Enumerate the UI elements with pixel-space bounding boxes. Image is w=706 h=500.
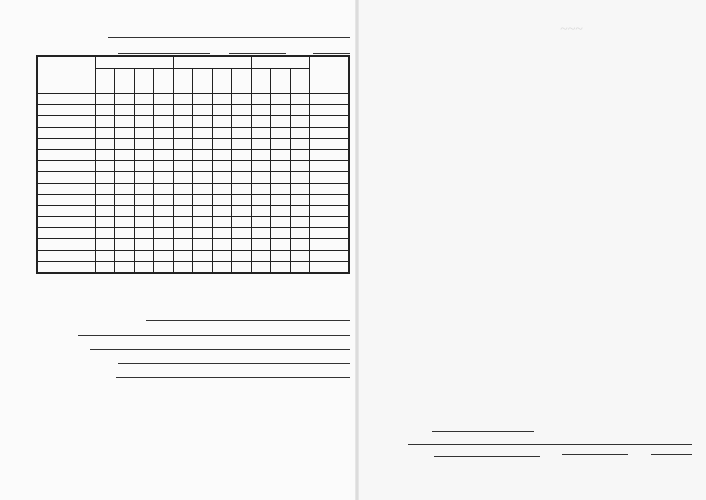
mark-cell[interactable] <box>271 261 290 273</box>
mark-cell[interactable] <box>271 161 290 172</box>
mark-cell[interactable] <box>309 217 349 228</box>
mark-cell[interactable] <box>153 127 173 138</box>
mark-cell[interactable] <box>309 205 349 216</box>
mark-cell[interactable] <box>271 183 290 194</box>
mark-cell[interactable] <box>134 217 153 228</box>
mark-cell[interactable] <box>309 105 349 116</box>
mark-cell[interactable] <box>212 149 231 160</box>
mark-cell[interactable] <box>290 250 309 261</box>
test-column-header <box>115 69 134 94</box>
mark-cell[interactable] <box>309 172 349 183</box>
subject-name <box>37 217 96 228</box>
mark-cell[interactable] <box>153 183 173 194</box>
subject-name <box>37 94 96 105</box>
table-row <box>37 94 349 105</box>
table-row <box>37 116 349 127</box>
mark-cell[interactable] <box>212 161 231 172</box>
mark-cell[interactable] <box>252 138 271 149</box>
subject-name <box>37 239 96 250</box>
faint-handwriting: ~~~ <box>560 22 583 37</box>
table-row <box>37 172 349 183</box>
mark-cell[interactable] <box>231 183 251 194</box>
mark-cell[interactable] <box>309 228 349 239</box>
mark-cell[interactable] <box>290 239 309 250</box>
test-column-header <box>193 69 212 94</box>
mark-cell[interactable] <box>271 138 290 149</box>
mark-cell[interactable] <box>252 205 271 216</box>
table-row <box>37 127 349 138</box>
mark-cell[interactable] <box>174 116 193 127</box>
mark-cell[interactable] <box>193 172 212 183</box>
mark-cell[interactable] <box>193 217 212 228</box>
mark-cell[interactable] <box>252 94 271 105</box>
mark-cell[interactable] <box>271 194 290 205</box>
marks-table <box>36 55 350 274</box>
mark-cell[interactable] <box>290 149 309 160</box>
mark-cell[interactable] <box>309 239 349 250</box>
test-column-header <box>96 69 115 94</box>
mark-cell[interactable] <box>174 161 193 172</box>
mark-cell[interactable] <box>290 94 309 105</box>
subject-name <box>37 172 96 183</box>
mark-cell[interactable] <box>271 172 290 183</box>
mark-cell[interactable] <box>271 94 290 105</box>
mark-cell[interactable] <box>96 250 115 261</box>
mark-cell[interactable] <box>309 183 349 194</box>
table-row <box>37 228 349 239</box>
test-column-header <box>174 69 193 94</box>
mark-cell[interactable] <box>231 194 251 205</box>
test-column-header <box>290 69 309 94</box>
mark-cell[interactable] <box>153 228 173 239</box>
subject-name <box>37 105 96 116</box>
conduct-line[interactable] <box>78 335 350 336</box>
mark-cell[interactable] <box>231 217 251 228</box>
mark-cell[interactable] <box>115 105 134 116</box>
mark-cell[interactable] <box>231 116 251 127</box>
table-row <box>37 205 349 216</box>
table-row <box>37 138 349 149</box>
mark-cell[interactable] <box>231 94 251 105</box>
mark-cell[interactable] <box>134 194 153 205</box>
promotion-line[interactable] <box>408 444 692 445</box>
mark-cell[interactable] <box>115 194 134 205</box>
mark-cell[interactable] <box>231 161 251 172</box>
table-term-row <box>37 56 349 69</box>
footer-name-line[interactable] <box>434 456 540 457</box>
mark-cell[interactable] <box>271 105 290 116</box>
mark-cell[interactable] <box>193 138 212 149</box>
mark-cell[interactable] <box>115 183 134 194</box>
mark-cell[interactable] <box>134 138 153 149</box>
mark-cell[interactable] <box>96 194 115 205</box>
mark-cell[interactable] <box>134 105 153 116</box>
subject-header <box>37 56 96 94</box>
mark-cell[interactable] <box>212 250 231 261</box>
subject-name <box>37 161 96 172</box>
pupil-name-line[interactable] <box>108 37 350 38</box>
mark-cell[interactable] <box>309 261 349 273</box>
mark-cell[interactable] <box>290 127 309 138</box>
mark-cell[interactable] <box>134 183 153 194</box>
conduct-line[interactable] <box>118 363 350 364</box>
conduct-line[interactable] <box>116 377 350 378</box>
mark-cell[interactable] <box>212 172 231 183</box>
mark-cell[interactable] <box>115 239 134 250</box>
mark-cell[interactable] <box>96 105 115 116</box>
mark-cell[interactable] <box>290 228 309 239</box>
mark-cell[interactable] <box>271 149 290 160</box>
subject-name <box>37 138 96 149</box>
mark-cell[interactable] <box>309 250 349 261</box>
subject-name <box>37 228 96 239</box>
mark-cell[interactable] <box>174 250 193 261</box>
mark-cell[interactable] <box>134 149 153 160</box>
right-page <box>358 0 706 500</box>
test-column-header <box>231 69 251 94</box>
mark-cell[interactable] <box>96 217 115 228</box>
mark-cell[interactable] <box>115 217 134 228</box>
mark-cell[interactable] <box>96 149 115 160</box>
mark-cell[interactable] <box>193 183 212 194</box>
table-row <box>37 161 349 172</box>
mark-cell[interactable] <box>115 161 134 172</box>
mark-cell[interactable] <box>290 161 309 172</box>
mark-cell[interactable] <box>174 172 193 183</box>
mark-cell[interactable] <box>252 261 271 273</box>
mark-cell[interactable] <box>193 194 212 205</box>
mark-cell[interactable] <box>290 194 309 205</box>
mark-cell[interactable] <box>252 250 271 261</box>
mark-cell[interactable] <box>193 149 212 160</box>
mark-cell[interactable] <box>212 194 231 205</box>
mark-cell[interactable] <box>96 116 115 127</box>
mark-cell[interactable] <box>271 116 290 127</box>
subject-name <box>37 183 96 194</box>
mark-cell[interactable] <box>96 228 115 239</box>
term-header <box>96 56 174 69</box>
mark-cell[interactable] <box>174 194 193 205</box>
mark-cell[interactable] <box>115 116 134 127</box>
mark-cell[interactable] <box>115 138 134 149</box>
std-line[interactable] <box>229 53 286 54</box>
mark-cell[interactable] <box>153 239 173 250</box>
mark-cell[interactable] <box>271 127 290 138</box>
mark-cell[interactable] <box>290 105 309 116</box>
mark-cell[interactable] <box>309 138 349 149</box>
mark-cell[interactable] <box>96 161 115 172</box>
mark-cell[interactable] <box>231 228 251 239</box>
mark-cell[interactable] <box>252 217 271 228</box>
mark-cell[interactable] <box>153 194 173 205</box>
conduct-line[interactable] <box>90 349 350 350</box>
mark-cell[interactable] <box>252 161 271 172</box>
mark-cell[interactable] <box>96 94 115 105</box>
mark-cell[interactable] <box>290 205 309 216</box>
mark-cell[interactable] <box>153 138 173 149</box>
table-row <box>37 261 349 273</box>
mark-cell[interactable] <box>212 127 231 138</box>
mark-cell[interactable] <box>212 217 231 228</box>
mark-cell[interactable] <box>174 239 193 250</box>
subject-name <box>37 250 96 261</box>
mark-cell[interactable] <box>134 205 153 216</box>
table-row <box>37 217 349 228</box>
mark-cell[interactable] <box>153 94 173 105</box>
mark-cell[interactable] <box>212 205 231 216</box>
mark-cell[interactable] <box>212 116 231 127</box>
mark-cell[interactable] <box>212 261 231 273</box>
page-fold <box>355 0 359 500</box>
mark-cell[interactable] <box>96 183 115 194</box>
mark-cell[interactable] <box>174 105 193 116</box>
mark-cell[interactable] <box>96 239 115 250</box>
mark-cell[interactable] <box>193 239 212 250</box>
table-row <box>37 183 349 194</box>
mark-cell[interactable] <box>290 138 309 149</box>
footer-sign-line[interactable] <box>562 454 628 455</box>
mark-cell[interactable] <box>174 228 193 239</box>
test-column-header <box>212 69 231 94</box>
class-teacher-line[interactable] <box>118 53 210 54</box>
year-line[interactable] <box>313 53 350 54</box>
mark-cell[interactable] <box>115 250 134 261</box>
mark-cell[interactable] <box>96 127 115 138</box>
mark-cell[interactable] <box>271 228 290 239</box>
mark-cell[interactable] <box>252 228 271 239</box>
mark-cell[interactable] <box>290 116 309 127</box>
mark-cell[interactable] <box>231 172 251 183</box>
mark-cell[interactable] <box>252 172 271 183</box>
mark-cell[interactable] <box>271 239 290 250</box>
mark-cell[interactable] <box>271 217 290 228</box>
mark-cell[interactable] <box>231 138 251 149</box>
mark-cell[interactable] <box>115 228 134 239</box>
mark-cell[interactable] <box>252 183 271 194</box>
mark-cell[interactable] <box>193 250 212 261</box>
mark-cell[interactable] <box>115 127 134 138</box>
mark-cell[interactable] <box>231 149 251 160</box>
mark-cell[interactable] <box>212 105 231 116</box>
term-header <box>252 56 310 69</box>
mark-cell[interactable] <box>134 116 153 127</box>
term-header <box>174 56 252 69</box>
mark-cell[interactable] <box>271 250 290 261</box>
mark-cell[interactable] <box>153 172 173 183</box>
mark-cell[interactable] <box>134 94 153 105</box>
mark-cell[interactable] <box>252 149 271 160</box>
mark-cell[interactable] <box>174 127 193 138</box>
mark-cell[interactable] <box>193 228 212 239</box>
mark-cell[interactable] <box>193 161 212 172</box>
mark-cell[interactable] <box>309 161 349 172</box>
test-column-header <box>252 69 271 94</box>
mark-cell[interactable] <box>115 261 134 273</box>
annual-average-header <box>309 56 349 94</box>
test-column-header <box>271 69 290 94</box>
mark-cell[interactable] <box>212 228 231 239</box>
mark-cell[interactable] <box>252 194 271 205</box>
mark-cell[interactable] <box>134 250 153 261</box>
mark-cell[interactable] <box>252 239 271 250</box>
mark-cell[interactable] <box>96 172 115 183</box>
table-row <box>37 105 349 116</box>
mark-cell[interactable] <box>309 127 349 138</box>
mark-cell[interactable] <box>252 105 271 116</box>
table-row <box>37 194 349 205</box>
mark-cell[interactable] <box>134 172 153 183</box>
table-row <box>37 149 349 160</box>
head-line[interactable] <box>432 431 534 432</box>
mark-cell[interactable] <box>252 127 271 138</box>
mark-cell[interactable] <box>174 205 193 216</box>
mark-cell[interactable] <box>231 261 251 273</box>
mark-cell[interactable] <box>115 149 134 160</box>
mark-cell[interactable] <box>212 138 231 149</box>
mark-cell[interactable] <box>193 261 212 273</box>
mark-cell[interactable] <box>134 161 153 172</box>
mark-cell[interactable] <box>309 149 349 160</box>
subject-name <box>37 127 96 138</box>
mark-cell[interactable] <box>153 105 173 116</box>
mark-cell[interactable] <box>174 138 193 149</box>
mark-cell[interactable] <box>115 94 134 105</box>
mark-cell[interactable] <box>193 94 212 105</box>
mark-cell[interactable] <box>134 239 153 250</box>
mark-cell[interactable] <box>193 127 212 138</box>
mark-cell[interactable] <box>174 149 193 160</box>
mark-cell[interactable] <box>153 149 173 160</box>
mark-cell[interactable] <box>290 261 309 273</box>
mark-cell[interactable] <box>153 161 173 172</box>
mark-cell[interactable] <box>212 239 231 250</box>
table-row <box>37 239 349 250</box>
mark-cell[interactable] <box>174 261 193 273</box>
mark-cell[interactable] <box>231 127 251 138</box>
mark-cell[interactable] <box>290 172 309 183</box>
mark-cell[interactable] <box>153 116 173 127</box>
mark-cell[interactable] <box>231 250 251 261</box>
mark-cell[interactable] <box>153 205 173 216</box>
mark-cell[interactable] <box>115 172 134 183</box>
mark-cell[interactable] <box>174 94 193 105</box>
mark-cell[interactable] <box>96 205 115 216</box>
mark-cell[interactable] <box>309 94 349 105</box>
mark-cell[interactable] <box>231 239 251 250</box>
mark-cell[interactable] <box>153 261 173 273</box>
footer-date-line[interactable] <box>651 454 692 455</box>
mark-cell[interactable] <box>193 116 212 127</box>
mark-cell[interactable] <box>96 261 115 273</box>
mark-cell[interactable] <box>134 228 153 239</box>
mark-cell[interactable] <box>193 105 212 116</box>
conduct-line[interactable] <box>146 320 350 321</box>
mark-cell[interactable] <box>290 217 309 228</box>
mark-cell[interactable] <box>134 261 153 273</box>
subject-name <box>37 205 96 216</box>
subject-name <box>37 194 96 205</box>
mark-cell[interactable] <box>193 205 212 216</box>
mark-cell[interactable] <box>174 183 193 194</box>
mark-cell[interactable] <box>290 183 309 194</box>
mark-cell[interactable] <box>153 250 173 261</box>
subject-name <box>37 116 96 127</box>
mark-cell[interactable] <box>231 105 251 116</box>
mark-cell[interactable] <box>96 138 115 149</box>
mark-cell[interactable] <box>252 116 271 127</box>
mark-cell[interactable] <box>174 217 193 228</box>
mark-cell[interactable] <box>212 94 231 105</box>
table-row <box>37 250 349 261</box>
mark-cell[interactable] <box>212 183 231 194</box>
mark-cell[interactable] <box>271 205 290 216</box>
mark-cell[interactable] <box>309 116 349 127</box>
mark-cell[interactable] <box>153 217 173 228</box>
subject-name <box>37 149 96 160</box>
mark-cell[interactable] <box>309 194 349 205</box>
test-column-header <box>134 69 153 94</box>
test-column-header <box>153 69 173 94</box>
mark-cell[interactable] <box>115 205 134 216</box>
mark-cell[interactable] <box>231 205 251 216</box>
mark-cell[interactable] <box>134 127 153 138</box>
subject-name <box>37 261 96 273</box>
